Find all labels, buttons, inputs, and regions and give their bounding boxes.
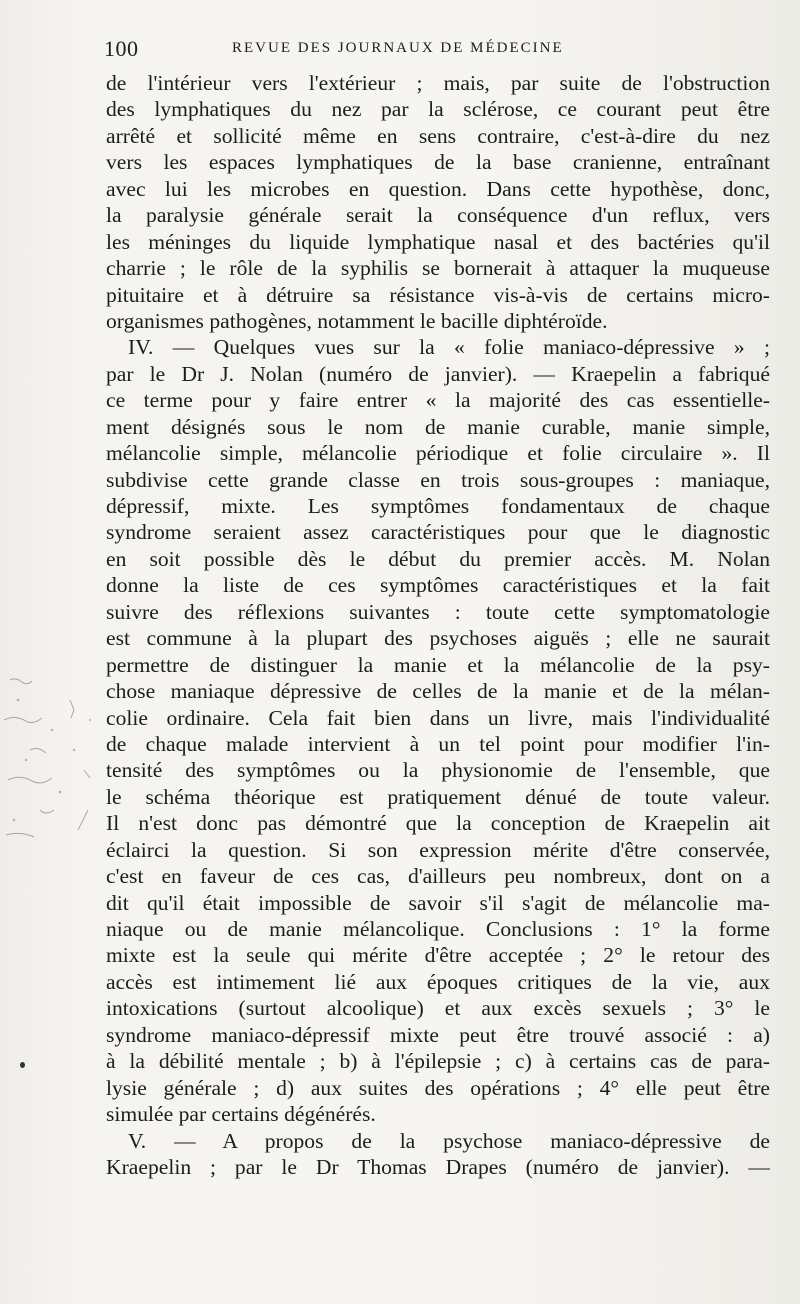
text-line: la paralysie générale serait la conséquence d'un reflux, vers bbox=[106, 203, 770, 228]
body-text bbox=[106, 70, 770, 1180]
text-line: syndrome seraient assez caractéristiques pour que le diagnostic bbox=[106, 520, 770, 545]
text-line: mixte est la seule qui mérite d'être acceptée ; 2° le retour des bbox=[106, 943, 770, 968]
text-line: simulée par certains dégénérés. bbox=[106, 1102, 376, 1127]
text-line: Il n'est donc pas démontré que la conception de Kraepelin ait bbox=[106, 811, 770, 836]
text-line: ce terme pour y faire entrer « la majorité des cas essentielle- bbox=[106, 388, 770, 413]
text-line: donne la liste de ces symptômes caractéristiques et la fait bbox=[106, 573, 770, 598]
text-line: vers les espaces lymphatiques de la base cranienne, entraînant bbox=[106, 150, 770, 175]
text-line: est commune à la plupart des psychoses aiguës ; elle ne saurait bbox=[106, 626, 770, 651]
text-line: charrie ; le rôle de la syphilis se bornerait à attaquer la muqueuse bbox=[106, 256, 770, 281]
text-line: à la débilité mentale ; b) à l'épilepsie ; c) à certains cas de para- bbox=[106, 1049, 770, 1074]
text-line: syndrome maniaco-dépressif mixte peut être trouvé associé : a) bbox=[106, 1022, 770, 1047]
text-line: dépressif, mixte. Les symptômes fondamentaux de chaque bbox=[106, 494, 770, 518]
text-line: ment désignés sous le nom de manie curable, manie simple, bbox=[106, 414, 770, 439]
running-head: REVUE DES JOURNAUX DE MÉDECINE bbox=[232, 40, 564, 56]
text-line: subdivise cette grande classe en trois sous-groupes : maniaque, bbox=[106, 467, 770, 492]
text-line: de l'intérieur vers l'extérieur ; mais, par suite de l'obstruction bbox=[106, 71, 770, 95]
text-line: colie ordinaire. Cela fait bien dans un livre, mais l'individualité bbox=[106, 705, 770, 730]
text-line: mélancolie simple, mélancolie périodique et folie circulaire ». Il bbox=[106, 441, 770, 466]
text-line: arrêté et sollicité même en sens contraire, c'est-à-dire du nez bbox=[106, 123, 770, 148]
text-line: le schéma théorique est pratiquement dénué de toute valeur. bbox=[106, 784, 770, 809]
text-line: en soit possible dès le début du premier accès. M. Nolan bbox=[106, 546, 770, 571]
text-line: accès est intimement lié aux époques critiques de la vie, aux bbox=[106, 969, 770, 994]
text-line: dit qu'il était impossible de savoir s'il s'agit de mélancolie ma- bbox=[106, 890, 770, 915]
text-line: par le Dr J. Nolan (numéro de janvier). — Kraepelin a fabriqué bbox=[106, 361, 770, 386]
text-line: suivre des réflexions suivantes : toute cette symptomatologie bbox=[106, 599, 770, 624]
section-heading-iv: IV. — Quelques vues sur la « folie maniaco-dépressive » ; bbox=[128, 335, 770, 360]
text-line: c'est en faveur de ces cas, d'ailleurs peu nombreux, dont on a bbox=[106, 864, 770, 889]
text-line: avec lui les microbes en question. Dans cette hypothèse, donc, bbox=[106, 176, 770, 201]
text-line: les méninges du liquide lymphatique nasal et des bactéries qu'il bbox=[106, 229, 770, 254]
text-line: tensité des symptômes ou la physionomie de l'ensemble, que bbox=[106, 758, 770, 783]
text-line: Kraepelin ; par le Dr Thomas Drapes (numéro de janvier). — bbox=[106, 1154, 770, 1179]
section-heading-v: V. — A propos de la psychose maniaco-dépressive de bbox=[128, 1128, 770, 1153]
text-line: de chaque malade intervient à un tel point pour modifier l'in- bbox=[106, 731, 770, 756]
text-line: lysie générale ; d) aux suites des opérations ; 4° elle peut être bbox=[106, 1075, 770, 1100]
text-line: éclairci la question. Si son expression mérite d'être conservée, bbox=[106, 837, 770, 862]
text-line: pituitaire et à détruire sa résistance vis-à-vis de certains micro- bbox=[106, 282, 770, 307]
page-header bbox=[104, 36, 764, 66]
text-line: permettre de distinguer la manie et la mélancolie de la psy- bbox=[106, 652, 770, 677]
text-line: des lymphatiques du nez par la sclérose, ce courant peut être bbox=[106, 97, 770, 122]
margin-bleed-marks bbox=[0, 660, 110, 900]
text-line: niaque ou de manie mélancolique. Conclusions : 1° la forme bbox=[106, 917, 770, 941]
text-line: intoxications (surtout alcoolique) et aux excès sexuels ; 3° le bbox=[106, 996, 770, 1021]
text-line: organismes pathogènes, notamment le bacille diphtéroïde. bbox=[106, 308, 608, 333]
margin-dot bbox=[20, 1062, 25, 1068]
page-number: 100 bbox=[104, 36, 139, 61]
text-line: chose maniaque dépressive de celles de la manie et de la mélan- bbox=[106, 679, 770, 704]
